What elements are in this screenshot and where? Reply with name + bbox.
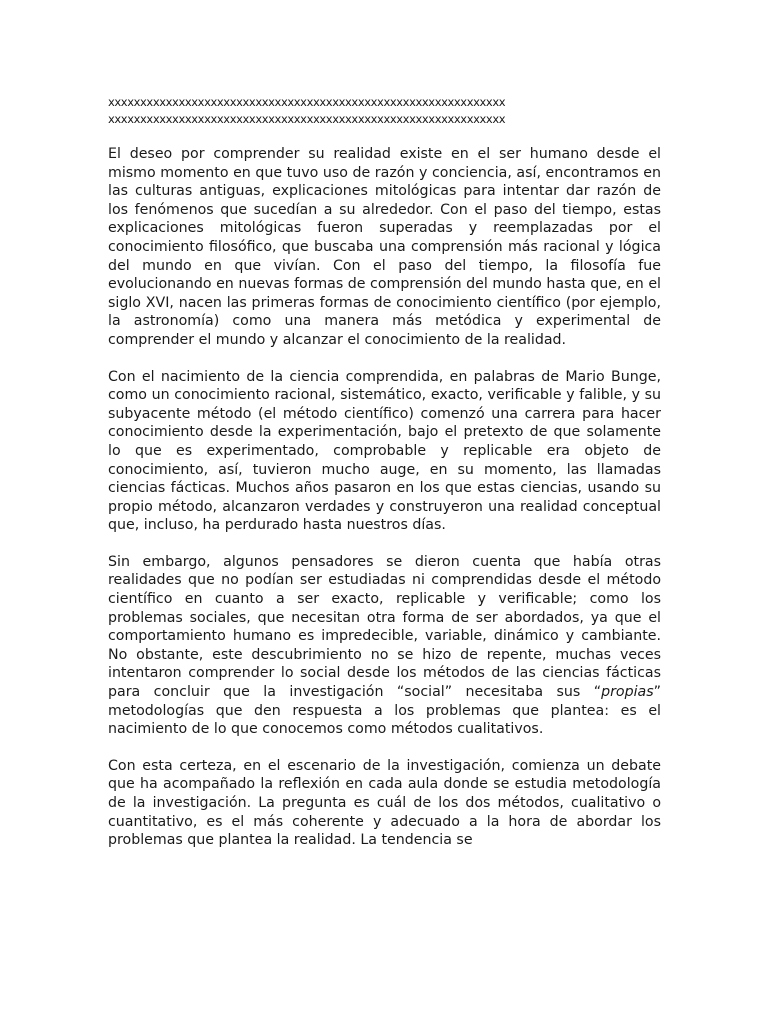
- redacted-header-line: xxxxxxxxxxxxxxxxxxxxxxxxxxxxxxxxxxxxxxxxxxxxxxxxxxxxxxxxxxxxxx: [108, 112, 506, 126]
- body-paragraph: Con esta certeza, en el escenario de la investigación, comienza un debate que ha acompañado la reflexión en cada aula donde se estudia metodología de la investigación. La pregunta es cuál de los dos métodos, cualitativo o cuantitativo, es el más coherente y adecuado a la hora de abordar los problemas que plantea la realidad. La tendencia se: [108, 757, 661, 849]
- document-page: [108, 94, 661, 850]
- body-paragraph: Con el nacimiento de la ciencia comprendida, en palabras de Mario Bunge, como un conocimiento racional, sistemático, exacto, verificable y falible, y su subyacente método (el método científico) comenzó una carrera para hacer conocimiento desde la experimentación, bajo el pretexto de que solamente lo que es experimentado, comprobable y replicable era objeto de conocimiento, así, tuvieron mucho auge, en su momento, las llamadas ciencias fácticas. Muchos años pasaron en los que estas ciencias, usando su propio método, alcanzaron verdades y construyeron una realidad conceptual que, incluso, ha perdurado hasta nuestros días.: [108, 368, 661, 534]
- body-paragraph: El deseo por comprender su realidad existe en el ser humano desde el mismo momento en que tuvo uso de razón y conciencia, así, encontramos en las culturas antiguas, explicaciones mitológicas para intentar dar razón de los fenómenos que sucedían a su alrededor. Con el paso del tiempo, estas explicaciones mitológicas fueron superadas y reemplazadas por el conocimiento filosófico, que buscaba una comprensión más racional y lógica del mundo en que vivían. Con el paso del tiempo, la filosofía fue evolucionando en nuevas formas de comprensión del mundo hasta que, en el siglo XVI, nacen las primeras formas de conocimiento científico (por ejemplo, la astronomía) como una manera más metódica y experimental de comprender el mundo y alcanzar el conocimiento de la realidad.: [108, 146, 661, 348]
- paragraph-text: ” metodologías que den respuesta a los problemas que plantea: es el nacimiento de lo que conocemos como métodos cualitativos.: [108, 684, 661, 738]
- italic-emphasis: propias: [601, 684, 654, 701]
- body-paragraph: [108, 553, 661, 739]
- paragraph-text: Sin embargo, algunos pensadores se dieron cuenta que había otras realidades que no podían ser estudiadas ni comprendidas desde el método científico en cuanto a ser exacto, replicable y verificable; como los problemas sociales, que necesitan otra forma de ser abordados, ya que el comportamiento humano es impredecible, variable, dinámico y cambiante. No obstante, este descubrimiento no se hizo de repente, muchas veces intentaron comprender lo social desde los métodos de las ciencias fácticas para concluir que la investigación “social” necesitaba sus “: [108, 553, 661, 701]
- redacted-header-line: xxxxxxxxxxxxxxxxxxxxxxxxxxxxxxxxxxxxxxxxxxxxxxxxxxxxxxxxxxxxxx: [108, 95, 506, 109]
